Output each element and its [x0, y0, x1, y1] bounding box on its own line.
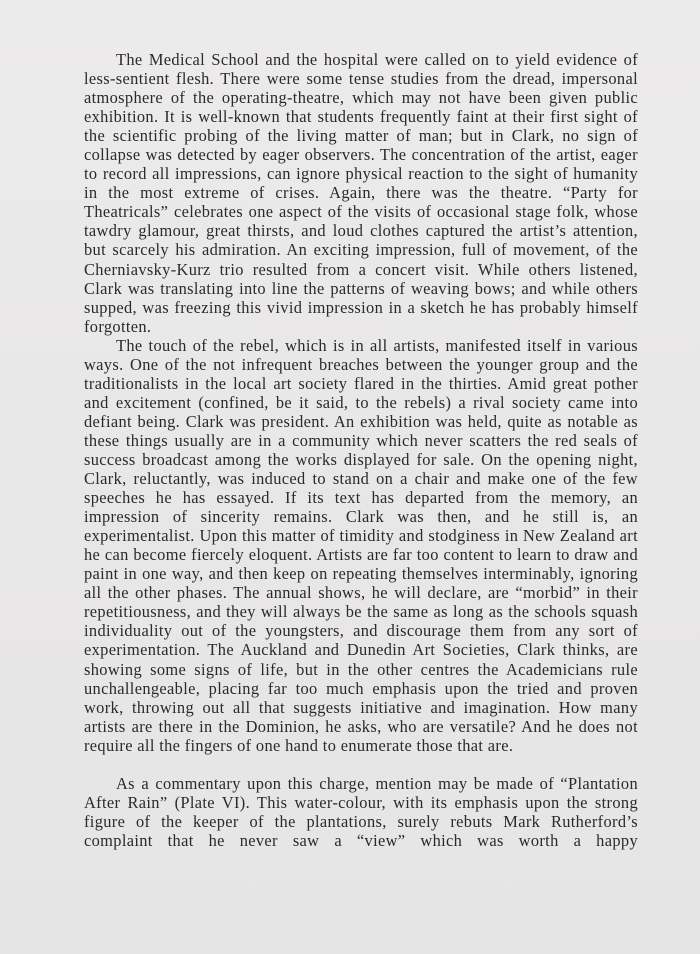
paragraph-plantation: As a commentary upon this charge, mention may be made of “Plantation After Rain” (Plate VI). This water-colour, with its emphasis upon the strong figure of the keeper of the plantations, surely rebuts Mark Rutherford’s complaint that he never saw a “view” which was worth a happy [84, 773, 638, 850]
paragraph-rebel: The touch of the rebel, which is in all artists, manifested itself in various ways. One of the not infrequent breaches between the younger group and the traditionalists in the local art society flared in the thirties. Amid great pother and excitement (confined, be it said, to the rebels) a rival society came into defiant being. Clark was president. An exhibition was held, quite as notable as these things usually are in a community which never scatters the red seals of success broadcast among the works displayed for sale. On the opening night, Clark, reluctantly, was induced to stand on a chair and make one of the few speeches he has essayed. If its text has departed from the memory, an impression of sincerity remains. Clark was then, and he still is, an experimentalist. Upon this matter of timidity and stodginess in New Zealand art he can become fiercely eloquent. Artists are far too content to learn to draw and paint in one way, and then keep on repeating themselves interminably, ignoring all the other phases. The annual shows, he will declare, are “morbid” in their repetitiousness, and they will always be the same as long as the schools squash individuality out of the youngsters, and discourage them from any sort of experimentation. The Auckland and Dunedin Art Societies, Clark thinks, are showing some signs of life, but in the other centres the Academicians rule unchallengeable, placing far too much emphasis upon the tried and proven work, throwing out all that suggests initiative and imagination. How many artists are there in the Dominion, he asks, who are versatile? And he does not require all the fingers of one hand to enumerate those that are. [84, 335, 638, 755]
paragraph-medical-school: The Medical School and the hospital were called on to yield evidence of less-sentient flesh. There were some tense studies from the dread, impersonal atmosphere of the operating-theatre, which may not have been given public exhibition. It is well-known that students frequently faint at their first sight of the scientific probing of the living matter of man; but in Clark, no sign of collapse was detected by eager observers. The concentration of the artist, eager to record all impressions, can ignore physical reaction to the sight of humanity in the most extreme of crises. Again, there was the theatre. “Party for Theatricals” celebrates one aspect of the visits of occasional stage folk, whose tawdry glamour, great thirsts, and loud clothes captured the artist’s attention, but scarcely his admiration. An exciting impression, full of movement, of the Cherniavsky-Kurz trio resulted from a concert visit. While others listened, Clark was translating into line the patterns of weaving bows; and while others supped, was freezing this vivid impression in a sketch he has probably himself forgotten. [84, 50, 638, 336]
body-text [84, 50, 638, 850]
paragraph-gap [84, 755, 638, 774]
